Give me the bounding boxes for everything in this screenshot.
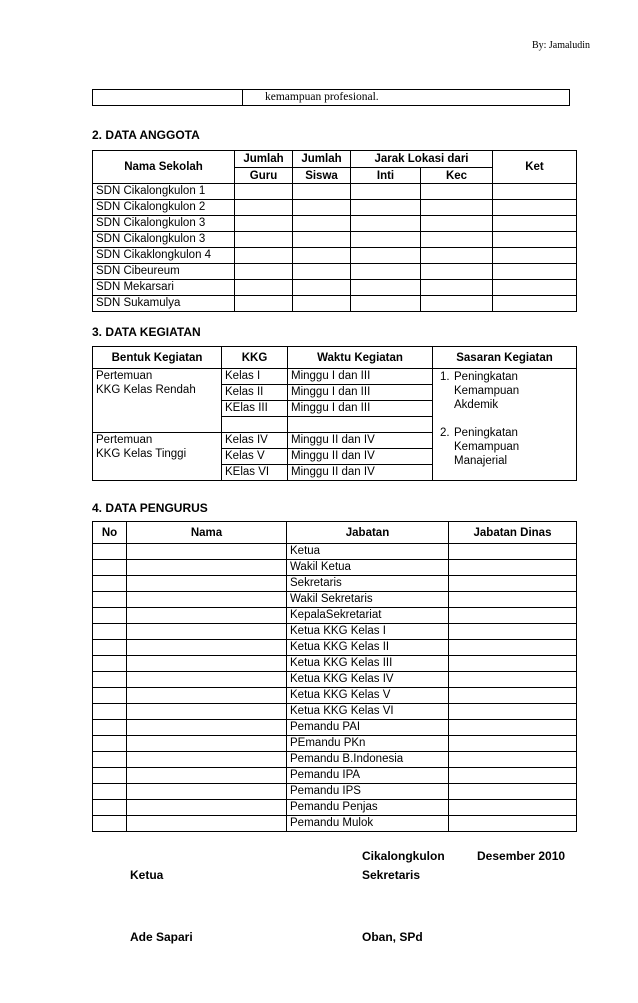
- empty-cell: [93, 592, 127, 608]
- table-row: [93, 576, 577, 592]
- empty-cell: [493, 184, 577, 200]
- bentuk-cell-2: [93, 433, 222, 481]
- empty-cell: [127, 656, 287, 672]
- school-name-cell: SDN Cikalongkulon 3: [93, 232, 235, 248]
- empty-cell: [93, 816, 127, 832]
- table-row: [93, 296, 577, 312]
- empty-cell: [351, 216, 421, 232]
- empty-cell: [93, 560, 127, 576]
- jabatan-cell: PEmandu PKn: [287, 736, 449, 752]
- empty-cell: [493, 296, 577, 312]
- jabatan-cell: Pemandu Penjas: [287, 800, 449, 816]
- table-row: [93, 200, 577, 216]
- header-sasaran: Sasaran Kegiatan: [433, 347, 577, 369]
- empty-cell: [127, 672, 287, 688]
- empty-cell: [493, 216, 577, 232]
- kelas-cell: KElas III: [222, 401, 288, 417]
- empty-cell: [293, 264, 351, 280]
- empty-cell: [293, 216, 351, 232]
- empty-cell: [449, 656, 577, 672]
- table-row: [93, 624, 577, 640]
- table-row: [93, 544, 577, 560]
- table-row: [93, 264, 577, 280]
- empty-cell: [127, 752, 287, 768]
- empty-cell: [93, 736, 127, 752]
- empty-cell: [449, 752, 577, 768]
- empty-cell: [421, 296, 493, 312]
- jabatan-cell: Ketua KKG Kelas I: [287, 624, 449, 640]
- empty-cell: [351, 248, 421, 264]
- table-row: [93, 784, 577, 800]
- kelas-cell: Kelas II: [222, 385, 288, 401]
- empty-cell: [449, 592, 577, 608]
- kelas-cell: Kelas I: [222, 369, 288, 385]
- table-row: [93, 560, 577, 576]
- school-name-cell: SDN Mekarsari: [93, 280, 235, 296]
- empty-cell: [127, 816, 287, 832]
- header-bentuk: Bentuk Kegiatan: [93, 347, 222, 369]
- header-waktu: Waktu Kegiatan: [288, 347, 433, 369]
- header-jumlah-siswa-2: Siswa: [293, 168, 351, 184]
- empty-cell: [351, 200, 421, 216]
- empty-cell: [127, 800, 287, 816]
- table-row: [93, 816, 577, 832]
- ketua-name: Ade Sapari: [130, 930, 193, 944]
- empty-cell: [93, 624, 127, 640]
- ketua-label: Ketua: [130, 868, 164, 882]
- empty-cell: [235, 216, 293, 232]
- empty-cell: [127, 640, 287, 656]
- empty-cell: [351, 184, 421, 200]
- empty-cell: [421, 200, 493, 216]
- empty-cell: [93, 576, 127, 592]
- table-row: [93, 720, 577, 736]
- empty-cell: [235, 200, 293, 216]
- empty-cell: [493, 248, 577, 264]
- jabatan-cell: KepalaSekretariat: [287, 608, 449, 624]
- empty-cell: [235, 232, 293, 248]
- author-credit: By: Jamaludin: [531, 40, 590, 51]
- empty-cell: [449, 704, 577, 720]
- table-row: [93, 608, 577, 624]
- table-row: [93, 656, 577, 672]
- jabatan-cell: Pemandu PAI: [287, 720, 449, 736]
- empty-cell: [93, 800, 127, 816]
- bentuk-line: KKG Kelas Tinggi: [96, 448, 187, 460]
- empty-cell: [351, 264, 421, 280]
- jabatan-cell: Ketua KKG Kelas IV: [287, 672, 449, 688]
- header-nama: Nama: [127, 522, 287, 544]
- waktu-cell: Minggu I dan III: [288, 401, 433, 417]
- header-jarak: Jarak Lokasi dari: [351, 151, 493, 168]
- table-row: [93, 688, 577, 704]
- empty-cell: [127, 624, 287, 640]
- empty-cell: [449, 768, 577, 784]
- empty-cell: [421, 216, 493, 232]
- empty-cell: [493, 264, 577, 280]
- empty-cell: [127, 544, 287, 560]
- table-row: [93, 800, 577, 816]
- table-row: [93, 704, 577, 720]
- waktu-cell: Minggu II dan IV: [288, 465, 433, 481]
- empty-cell: [93, 720, 127, 736]
- empty-cell: [127, 560, 287, 576]
- empty-cell: [93, 656, 127, 672]
- table-row: [93, 752, 577, 768]
- table-row: [93, 672, 577, 688]
- empty-cell: [351, 296, 421, 312]
- empty-cell: [449, 560, 577, 576]
- empty-cell: [421, 280, 493, 296]
- jabatan-cell: Wakil Ketua: [287, 560, 449, 576]
- empty-cell: [93, 752, 127, 768]
- waktu-cell: Minggu II dan IV: [288, 449, 433, 465]
- empty-cell: [293, 296, 351, 312]
- table-row: [93, 736, 577, 752]
- empty-cell: [449, 544, 577, 560]
- table-row: [93, 592, 577, 608]
- empty-cell: [93, 672, 127, 688]
- section-title-kegiatan: 3. DATA KEGIATAN: [92, 325, 201, 339]
- header-jabatan: Jabatan: [287, 522, 449, 544]
- header-kec: Kec: [421, 168, 493, 184]
- signature-place: Cikalongkulon: [362, 849, 445, 863]
- empty-cell: [93, 704, 127, 720]
- kelas-cell: Kelas V: [222, 449, 288, 465]
- header-jumlah-guru-1: Jumlah: [235, 151, 293, 168]
- header-jumlah-guru-2: Guru: [235, 168, 293, 184]
- empty-cell: [235, 296, 293, 312]
- empty-cell: [449, 624, 577, 640]
- bentuk-line: Pertemuan: [96, 370, 153, 382]
- header-inti: Inti: [351, 168, 421, 184]
- header-jabatan-dinas: Jabatan Dinas: [449, 522, 577, 544]
- jabatan-cell: Ketua KKG Kelas V: [287, 688, 449, 704]
- empty-cell: [93, 608, 127, 624]
- jabatan-cell: Ketua KKG Kelas III: [287, 656, 449, 672]
- empty-cell: [235, 264, 293, 280]
- school-name-cell: SDN Cikalongkulon 2: [93, 200, 235, 216]
- empty-cell: [293, 280, 351, 296]
- empty-cell: [421, 248, 493, 264]
- empty-cell: [449, 720, 577, 736]
- empty-cell: [93, 768, 127, 784]
- empty-cell: [449, 816, 577, 832]
- anggota-table: [92, 150, 577, 312]
- sasaran-item-1: 1. Peningkatan Kemampuan Akdemik: [440, 371, 520, 411]
- empty-cell: [127, 592, 287, 608]
- sasaran-item-2: 2. Peningkatan Kemampuan Manajerial: [440, 427, 520, 467]
- waktu-cell: Minggu I dan III: [288, 369, 433, 385]
- empty-cell: [493, 280, 577, 296]
- empty-cell: [449, 800, 577, 816]
- empty-cell: [493, 200, 577, 216]
- empty-cell: [127, 704, 287, 720]
- continuation-text: kemampuan profesional.: [243, 90, 570, 106]
- section-title-pengurus: 4. DATA PENGURUS: [92, 501, 208, 515]
- header-ket: Ket: [493, 151, 577, 184]
- table-row: [93, 640, 577, 656]
- school-name-cell: SDN Cibeureum: [93, 264, 235, 280]
- jabatan-cell: Ketua KKG Kelas VI: [287, 704, 449, 720]
- jabatan-cell: Ketua KKG Kelas II: [287, 640, 449, 656]
- empty-cell: [93, 688, 127, 704]
- empty-cell: [421, 264, 493, 280]
- kelas-cell: KElas VI: [222, 465, 288, 481]
- bentuk-line: Pertemuan: [96, 434, 153, 446]
- jabatan-cell: Wakil Sekretaris: [287, 592, 449, 608]
- empty-cell: [449, 688, 577, 704]
- empty-cell: [93, 544, 127, 560]
- empty-cell: [127, 768, 287, 784]
- empty-cell: [127, 688, 287, 704]
- section-title-anggota: 2. DATA ANGGOTA: [92, 128, 200, 142]
- bentuk-line: KKG Kelas Rendah: [96, 384, 196, 396]
- empty-cell: [351, 232, 421, 248]
- jabatan-cell: Pemandu B.Indonesia: [287, 752, 449, 768]
- table-row: [93, 768, 577, 784]
- waktu-cell: Minggu I dan III: [288, 385, 433, 401]
- empty-cell: [449, 784, 577, 800]
- table-row: [93, 216, 577, 232]
- table-row: [93, 232, 577, 248]
- empty-cell: [293, 184, 351, 200]
- jabatan-cell: Pemandu IPA: [287, 768, 449, 784]
- empty-cell: [235, 184, 293, 200]
- school-name-cell: SDN Cikalongkulon 1: [93, 184, 235, 200]
- empty-cell: [351, 280, 421, 296]
- pengurus-table: [92, 521, 577, 832]
- empty-cell: [293, 248, 351, 264]
- table-row: [93, 280, 577, 296]
- jabatan-cell: Pemandu Mulok: [287, 816, 449, 832]
- waktu-cell: Minggu II dan IV: [288, 433, 433, 449]
- school-name-cell: SDN Sukamulya: [93, 296, 235, 312]
- empty-cell: [127, 720, 287, 736]
- empty-cell: [421, 184, 493, 200]
- continuation-table: [92, 89, 570, 106]
- empty-cell: [235, 248, 293, 264]
- empty-cell: [449, 736, 577, 752]
- empty-cell: [449, 576, 577, 592]
- jabatan-cell: Ketua: [287, 544, 449, 560]
- header-no: No: [93, 522, 127, 544]
- empty-cell: [93, 640, 127, 656]
- header-jumlah-siswa-1: Jumlah: [293, 151, 351, 168]
- kelas-cell: Kelas IV: [222, 433, 288, 449]
- empty-cell: [421, 232, 493, 248]
- school-name-cell: SDN Cikaklongkulon 4: [93, 248, 235, 264]
- empty-cell: [449, 672, 577, 688]
- header-nama-sekolah: Nama Sekolah: [93, 151, 235, 184]
- header-kkg: KKG: [222, 347, 288, 369]
- sekretaris-name: Oban, SPd: [362, 930, 423, 944]
- empty-cell: [93, 784, 127, 800]
- empty-cell: [127, 576, 287, 592]
- jabatan-cell: Pemandu IPS: [287, 784, 449, 800]
- bentuk-cell-1: [93, 369, 222, 417]
- table-row: [93, 184, 577, 200]
- school-name-cell: SDN Cikalongkulon 3: [93, 216, 235, 232]
- table-row: [93, 248, 577, 264]
- sasaran-cell: [433, 369, 577, 481]
- jabatan-cell: Sekretaris: [287, 576, 449, 592]
- kegiatan-table: [92, 346, 577, 481]
- signature-date: Desember 2010: [477, 849, 566, 863]
- empty-cell: [293, 232, 351, 248]
- empty-cell: [449, 640, 577, 656]
- sekretaris-label: Sekretaris: [362, 868, 421, 882]
- empty-cell: [449, 608, 577, 624]
- empty-cell: [127, 736, 287, 752]
- empty-cell: [235, 280, 293, 296]
- empty-cell: [293, 200, 351, 216]
- empty-cell: [127, 784, 287, 800]
- empty-cell: [127, 608, 287, 624]
- empty-cell: [493, 232, 577, 248]
